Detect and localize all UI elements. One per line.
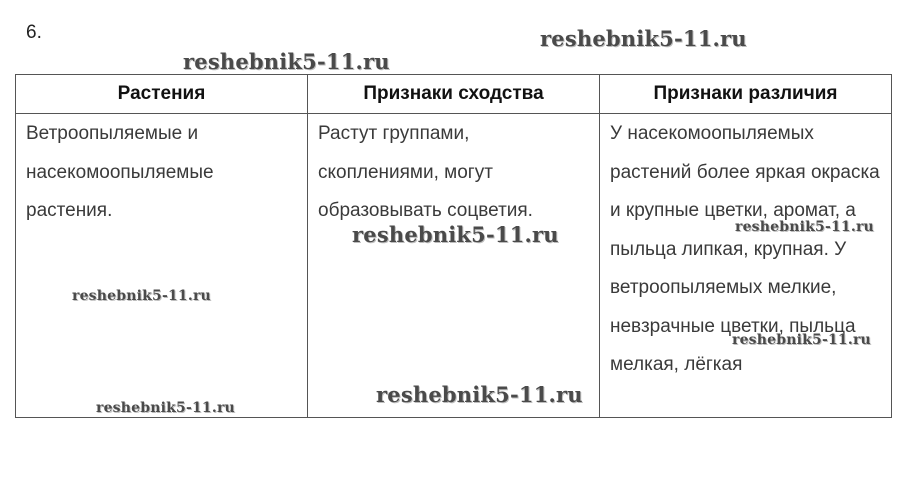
watermark: reshebnik5-11.ru bbox=[183, 49, 390, 74]
header-differences: Признаки различия bbox=[600, 75, 892, 114]
answer-table bbox=[15, 74, 892, 418]
watermark: reshebnik5-11.ru bbox=[376, 382, 583, 407]
header-plants: Растения bbox=[16, 75, 308, 114]
table-header-row bbox=[16, 75, 892, 114]
watermark: reshebnik5-11.ru bbox=[352, 222, 559, 247]
header-similarities: Признаки сходства bbox=[308, 75, 600, 114]
watermark: reshebnik5-11.ru bbox=[72, 288, 211, 304]
watermark: reshebnik5-11.ru bbox=[540, 26, 747, 51]
watermark: reshebnik5-11.ru bbox=[96, 400, 235, 416]
cell-similarities: Растут группами, скоплениями, могут образовывать соцветия. bbox=[308, 114, 600, 418]
cell-plants: Ветроопыляемые и насекомоопыляемые растения. bbox=[16, 114, 308, 418]
task-number: 6. bbox=[26, 22, 42, 43]
watermark: reshebnik5-11.ru bbox=[735, 219, 874, 235]
cell-differences: У насекомоопыляемых растений более яркая окраска и крупные цветки, аромат, а пыльца липкая, крупная. У ветроопыляемых мелкие, невзрачные цветки, пыльца мелкая, лёгкая bbox=[600, 114, 892, 418]
watermark: reshebnik5-11.ru bbox=[732, 332, 871, 348]
table-row bbox=[16, 114, 892, 418]
